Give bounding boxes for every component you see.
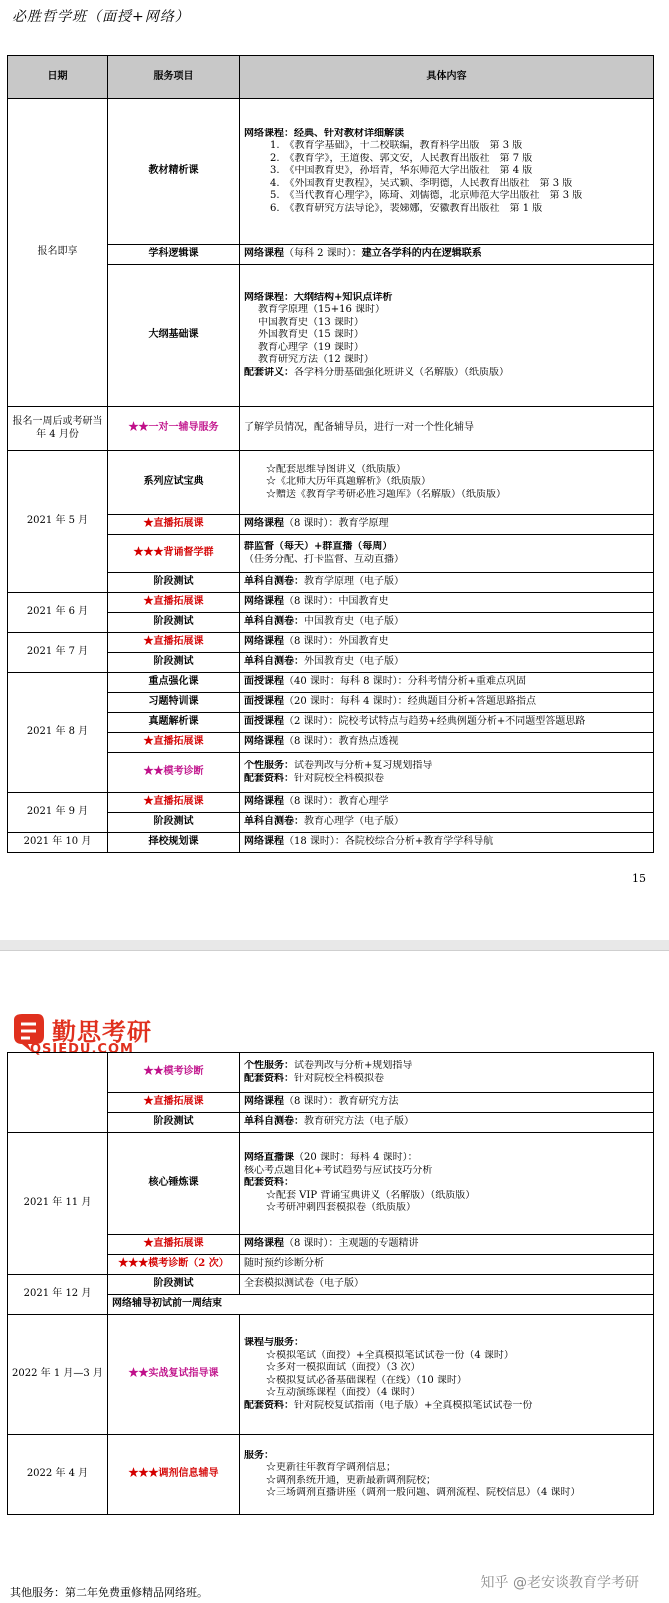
date-cell: 2021 年 11 月 (8, 1133, 108, 1275)
service-cell: 阶段测试 (108, 573, 240, 593)
service-cell: 阶段测试 (108, 1113, 240, 1133)
content-cell: 网络课程（8 课时）：教育学原理 (240, 515, 654, 535)
logo-en: QSIEDU.COM (30, 1042, 134, 1057)
service-cell: 阶段测试 (108, 1275, 240, 1295)
content-cell: 个性服务：试卷判改与分析+复习规划指导 配套资料：针对院校全科模拟卷 (240, 753, 654, 793)
table-row (8, 633, 654, 653)
content-cell: 网络课程（8 课时）：外国教育史 (240, 633, 654, 653)
service-cell: 阶段测试 (108, 813, 240, 833)
content-line: 5. 《当代教育心理学》，陈琦、刘儒德，北京师范大学出版社 第 3 版 (270, 190, 583, 202)
page-number: 15 (632, 872, 646, 885)
service-cell: ★★★背诵督学群 (108, 535, 240, 573)
service-cell: 网络辅导初试前一周结束 (108, 1295, 654, 1315)
content-cell: 网络课程（8 课时）：教育热点透视 (240, 733, 654, 753)
content-cell: 全套模拟测试卷（电子版） (240, 1275, 654, 1295)
table-row (8, 1275, 654, 1295)
service-cell: ★★★模考诊断（2 次） (108, 1255, 240, 1275)
table-row (8, 793, 654, 813)
content-cell (240, 99, 654, 245)
content-cell: 随时预约诊断分析 (240, 1255, 654, 1275)
service-cell: ★★模考诊断 (108, 1053, 240, 1093)
content-cell: 网络课程：大纲结构+知识点详析 教育学原理（15+16 课时） 中国教育史（13 课时） 外国教育史（15 课时） 教育心理学（19 课时） 教育研究方法（12 课时） 配套讲义：各学科分册基础强化班讲义（名解版）（纸质版） (240, 265, 654, 407)
content-cell: 单科自测卷：教育心理学（电子版） (240, 813, 654, 833)
content-cell: 面授课程（2 课时）：院校考试特点与趋势+经典例题分析+不同题型答题思路 (240, 713, 654, 733)
content-line: 网络课程：经典、针对教材详细解读 (244, 127, 404, 139)
table-row (8, 451, 654, 515)
page-title: 必胜哲学班（面授+网络） (12, 9, 190, 25)
service-cell: ★直播拓展课 (108, 733, 240, 753)
logo-cn: 勤思考研 (52, 1018, 152, 1046)
content-line: 2. 《教育学》，王道俊、郭文安，人民教育出版社 第 7 版 (270, 152, 533, 164)
service-cell: ★直播拓展课 (108, 593, 240, 613)
content-line: 4. 《外国教育史教程》，吴式颖、李明德，人民教育出版社 第 3 版 (270, 177, 573, 189)
content-cell: 网络课程（8 课时）：主观题的专题精讲 (240, 1235, 654, 1255)
schedule-table-1 (7, 55, 654, 853)
date-cell (8, 1053, 108, 1133)
content-line: 1. 《教育学基础》，十二校联编，教育科学出版 第 3 版 (270, 140, 523, 152)
table-row (8, 1435, 654, 1515)
service-cell: ★直播拓展课 (108, 515, 240, 535)
date-cell: 报名一周后或考研当年 4 月份 (8, 407, 108, 451)
service-cell: 大纲基础课 (108, 265, 240, 407)
content-cell: 单科自测卷：中国教育史（电子版） (240, 613, 654, 633)
date-cell: 2021 年 12 月 (8, 1275, 108, 1315)
content-cell: 面授课程（40 课时：每科 8 课时）：分科考情分析+重难点巩固 (240, 673, 654, 693)
date-cell: 2022 年 1 月—3 月 (8, 1315, 108, 1435)
service-cell: 学科逻辑课 (108, 245, 240, 265)
header-service: 服务项目 (108, 56, 240, 99)
content-cell: 网络课程（8 课时）：教育心理学 (240, 793, 654, 813)
content-cell: 网络课程（8 课时）：教育研究方法 (240, 1093, 654, 1113)
content-cell: 课程与服务： ☆模拟笔试（面授）+全真模拟笔试试卷一份（4 课时） ☆多对一模拟面试（面授）（3 次） ☆模拟复试必备基础课程（在线）（10 课时） ☆互动演练课程（面授）（4 课时） 配套资料：针对院校复试指南（电子版）+全真模拟笔试试卷一份 (240, 1315, 654, 1435)
content-cell: 群监督（每天）+群直播（每周） （任务分配、打卡监督、互动直播） (240, 535, 654, 573)
content-line: 6. 《教育研究方法导论》，裴娣娜，安徽教育出版社 第 1 版 (270, 202, 543, 214)
other-services-note: 其他服务：第二年免费重修精品网络班。 (10, 1586, 208, 1599)
service-cell: 习题特训课 (108, 693, 240, 713)
content-line: 3. 《中国教育史》，孙培青，华东师范大学出版社 第 4 版 (270, 165, 533, 177)
table-row (8, 593, 654, 613)
service-cell: 教材精析课 (108, 99, 240, 245)
service-cell: 系列应试宝典 (108, 451, 240, 515)
header-content: 具体内容 (240, 56, 654, 99)
service-cell: ★直播拓展课 (108, 1235, 240, 1255)
service-cell: 重点强化课 (108, 673, 240, 693)
table-row (8, 673, 654, 693)
logo (8, 1012, 178, 1056)
date-cell: 2022 年 4 月 (8, 1435, 108, 1515)
content-cell: 网络课程（8 课时）：中国教育史 (240, 593, 654, 613)
watermark: 知乎 @老安谈教育学考研 (480, 1575, 639, 1591)
service-cell: 阶段测试 (108, 653, 240, 673)
service-cell: ★★★调剂信息辅导 (108, 1435, 240, 1515)
page-separator (0, 940, 669, 951)
content-cell: 个性服务：试卷判改与分析+规划指导 配套资料：针对院校全科模拟卷 (240, 1053, 654, 1093)
service-cell: ★★模考诊断 (108, 753, 240, 793)
content-cell: 单科自测卷：外国教育史（电子版） (240, 653, 654, 673)
table-row (8, 99, 654, 245)
service-cell: 择校规划课 (108, 833, 240, 853)
content-cell: 网络课程（每科 2 课时）：建立各学科的内在逻辑联系 (240, 245, 654, 265)
service-cell: 真题解析课 (108, 713, 240, 733)
date-cell: 2021 年 7 月 (8, 633, 108, 673)
service-cell: ★★实战复试指导课 (108, 1315, 240, 1435)
date-cell: 2021 年 9 月 (8, 793, 108, 833)
service-cell: 核心锤炼课 (108, 1133, 240, 1235)
content-cell: 服务： ☆更新往年教育学调剂信息； ☆调剂系统开通，更新最新调剂院校； ☆三场调剂直播讲座（调剂一般问题、调剂流程、院校信息）（4 课时） (240, 1435, 654, 1515)
content-cell: 网络直播课（20 课时：每科 4 课时）： 核心考点题目化+考试趋势与应试技巧分析 配套资料： ☆配套 VIP 背诵宝典讲义（名解版）（纸质版） ☆考研冲刺四套模拟卷（纸质版） (240, 1133, 654, 1235)
table-row (8, 1133, 654, 1235)
service-cell: ★直播拓展课 (108, 633, 240, 653)
header-date: 日期 (8, 56, 108, 99)
schedule-table-2 (7, 1052, 654, 1515)
service-cell: ★直播拓展课 (108, 793, 240, 813)
content-cell: 了解学员情况，配备辅导员，进行一对一个性化辅导 (240, 407, 654, 451)
table-header-row (8, 56, 654, 99)
content-cell: ☆配套思维导图讲义（纸质版） ☆《北师大历年真题解析》（纸质版） ☆赠送《教育学考研必胜习题库》（名解版）（纸质版） (240, 451, 654, 515)
table-row (8, 407, 654, 451)
service-cell: ★直播拓展课 (108, 1093, 240, 1113)
date-cell: 2021 年 5 月 (8, 451, 108, 593)
table-row (8, 1315, 654, 1435)
date-cell: 2021 年 8 月 (8, 673, 108, 793)
content-cell: 单科自测卷：教育学原理（电子版） (240, 573, 654, 593)
date-cell: 2021 年 10 月 (8, 833, 108, 853)
service-cell: 阶段测试 (108, 613, 240, 633)
table-row (8, 1053, 654, 1093)
content-cell: 面授课程（20 课时：每科 4 课时）：经典题目分析+答题思路指点 (240, 693, 654, 713)
date-cell: 2021 年 6 月 (8, 593, 108, 633)
content-cell: 网络课程（18 课时）：各院校综合分析+教育学学科导航 (240, 833, 654, 853)
date-cell: 报名即享 (8, 99, 108, 407)
content-cell: 单科自测卷：教育研究方法（电子版） (240, 1113, 654, 1133)
service-cell: ★★一对一辅导服务 (108, 407, 240, 451)
table-row (8, 833, 654, 853)
